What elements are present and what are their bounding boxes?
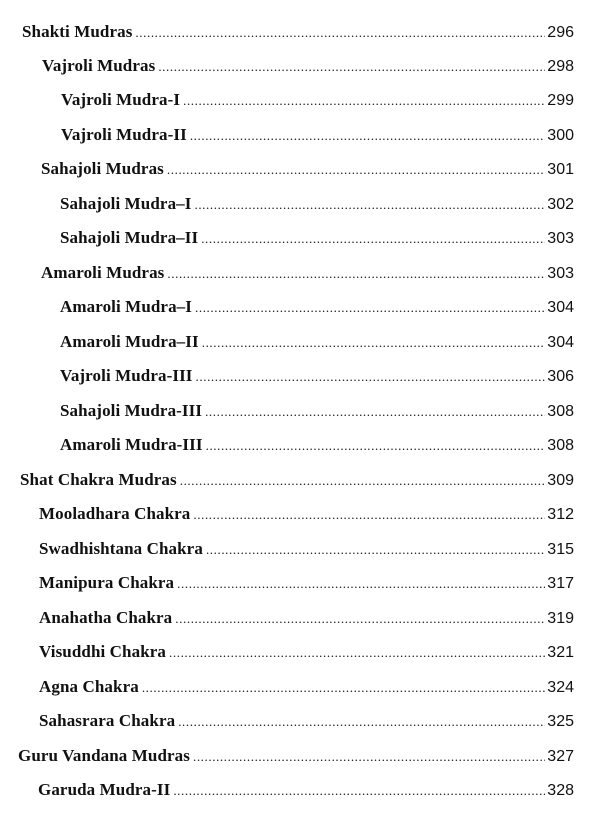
toc-entry: [18, 746, 574, 770]
toc-entry: [39, 573, 574, 597]
toc-entry: [60, 332, 574, 356]
dot-leader: [196, 369, 546, 385]
toc-entry-page: 324: [547, 679, 574, 696]
toc-entry-title: Swadhishtana Chakra: [39, 539, 203, 558]
toc-entry-title: Garuda Mudra-II: [38, 780, 171, 799]
toc-entry: [60, 401, 574, 425]
toc-entry: [41, 159, 574, 183]
dot-leader: [177, 576, 545, 592]
toc-entry-page: 319: [547, 610, 574, 627]
toc-entry-page: 328: [547, 782, 574, 799]
toc-entry-title: Sahasrara Chakra: [39, 711, 176, 730]
toc-entry: [39, 539, 574, 563]
toc-entry-title: Vajroli Mudra-III: [60, 366, 193, 385]
toc-entry-title: Agna Chakra: [39, 677, 139, 696]
dot-leader: [142, 680, 545, 696]
toc-entry-title: Visuddhi Chakra: [39, 642, 167, 661]
dot-leader: [178, 714, 545, 730]
dot-leader: [175, 611, 545, 627]
toc-entry-page: 304: [547, 299, 574, 316]
dot-leader: [167, 162, 545, 178]
toc-entry-page: 301: [547, 161, 574, 178]
toc-entry-page: 327: [547, 748, 574, 765]
toc-entry: [41, 263, 574, 287]
toc-entry-page: 315: [547, 541, 574, 558]
dot-leader: [135, 25, 545, 41]
dot-leader: [169, 645, 545, 661]
toc-entry: [38, 780, 574, 804]
toc-entry-page: 303: [547, 230, 574, 247]
toc-entry-page: 299: [547, 92, 574, 109]
toc-entry: [39, 677, 574, 701]
toc-entry-page: 321: [547, 644, 574, 661]
dot-leader: [180, 473, 546, 489]
dot-leader: [193, 507, 545, 523]
dot-leader: [183, 93, 545, 109]
toc-entry-title: Amaroli Mudras: [41, 263, 165, 282]
dot-leader: [190, 128, 545, 144]
dot-leader: [195, 300, 545, 316]
toc-entry: [61, 90, 574, 114]
toc-entry-title: Sahajoli Mudra–I: [60, 194, 192, 213]
dot-leader: [202, 335, 546, 351]
dot-leader: [193, 749, 545, 765]
toc-entry: [39, 711, 574, 735]
toc-entry-page: 296: [547, 24, 574, 41]
toc-entry-page: 308: [547, 437, 574, 454]
dot-leader: [173, 783, 545, 799]
toc-entry-title: Manipura Chakra: [39, 573, 175, 592]
toc-entry: [60, 366, 574, 390]
toc-entry-title: Shat Chakra Mudras: [20, 470, 177, 489]
dot-leader: [206, 542, 545, 558]
toc-entry-title: Guru Vandana Mudras: [18, 746, 190, 765]
toc-entry: [20, 470, 574, 494]
toc-entry: [60, 194, 574, 218]
toc-entry-page: 302: [547, 196, 574, 213]
toc-entry: [60, 297, 574, 321]
toc-entry-page: 300: [547, 127, 574, 144]
dot-leader: [194, 197, 545, 213]
toc-entry-title: Sahajoli Mudra-III: [60, 401, 203, 420]
toc-entry: [39, 642, 574, 666]
toc-entry-title: Vajroli Mudra-I: [61, 90, 181, 109]
toc-entry-page: 303: [547, 265, 574, 282]
toc-entry-page: 304: [547, 334, 574, 351]
toc-entry-page: 325: [547, 713, 574, 730]
toc-entry: [60, 435, 574, 459]
toc-entry-title: Vajroli Mudra-II: [61, 125, 187, 144]
toc-entry: [22, 22, 574, 46]
toc-entry-title: Mooladhara Chakra: [39, 504, 191, 523]
toc-entry-page: 298: [547, 58, 574, 75]
toc-entry-page: 312: [547, 506, 574, 523]
toc-entry-title: Sahajoli Mudras: [41, 159, 164, 178]
toc-entry-title: Amaroli Mudra-III: [60, 435, 203, 454]
toc-entry: [61, 125, 574, 149]
dot-leader: [167, 266, 545, 282]
toc-entry-title: Amaroli Mudra–II: [60, 332, 199, 351]
toc-entry-title: Anahatha Chakra: [39, 608, 173, 627]
toc-entry-title: Sahajoli Mudra–II: [60, 228, 199, 247]
toc-entry: [39, 608, 574, 632]
dot-leader: [205, 404, 545, 420]
toc-entry-page: 317: [547, 575, 574, 592]
dot-leader: [201, 231, 545, 247]
toc-entry: [60, 228, 574, 252]
toc-entry-page: 309: [547, 472, 574, 489]
dot-leader: [206, 438, 546, 454]
toc-entry-title: Shakti Mudras: [22, 22, 133, 41]
toc-entry: [42, 56, 574, 80]
toc-entry-page: 306: [547, 368, 574, 385]
toc-entry: [39, 504, 574, 528]
toc-entry-title: Vajroli Mudras: [42, 56, 156, 75]
dot-leader: [158, 59, 545, 75]
toc-entry-title: Amaroli Mudra–I: [60, 297, 192, 316]
toc-entry-page: 308: [547, 403, 574, 420]
